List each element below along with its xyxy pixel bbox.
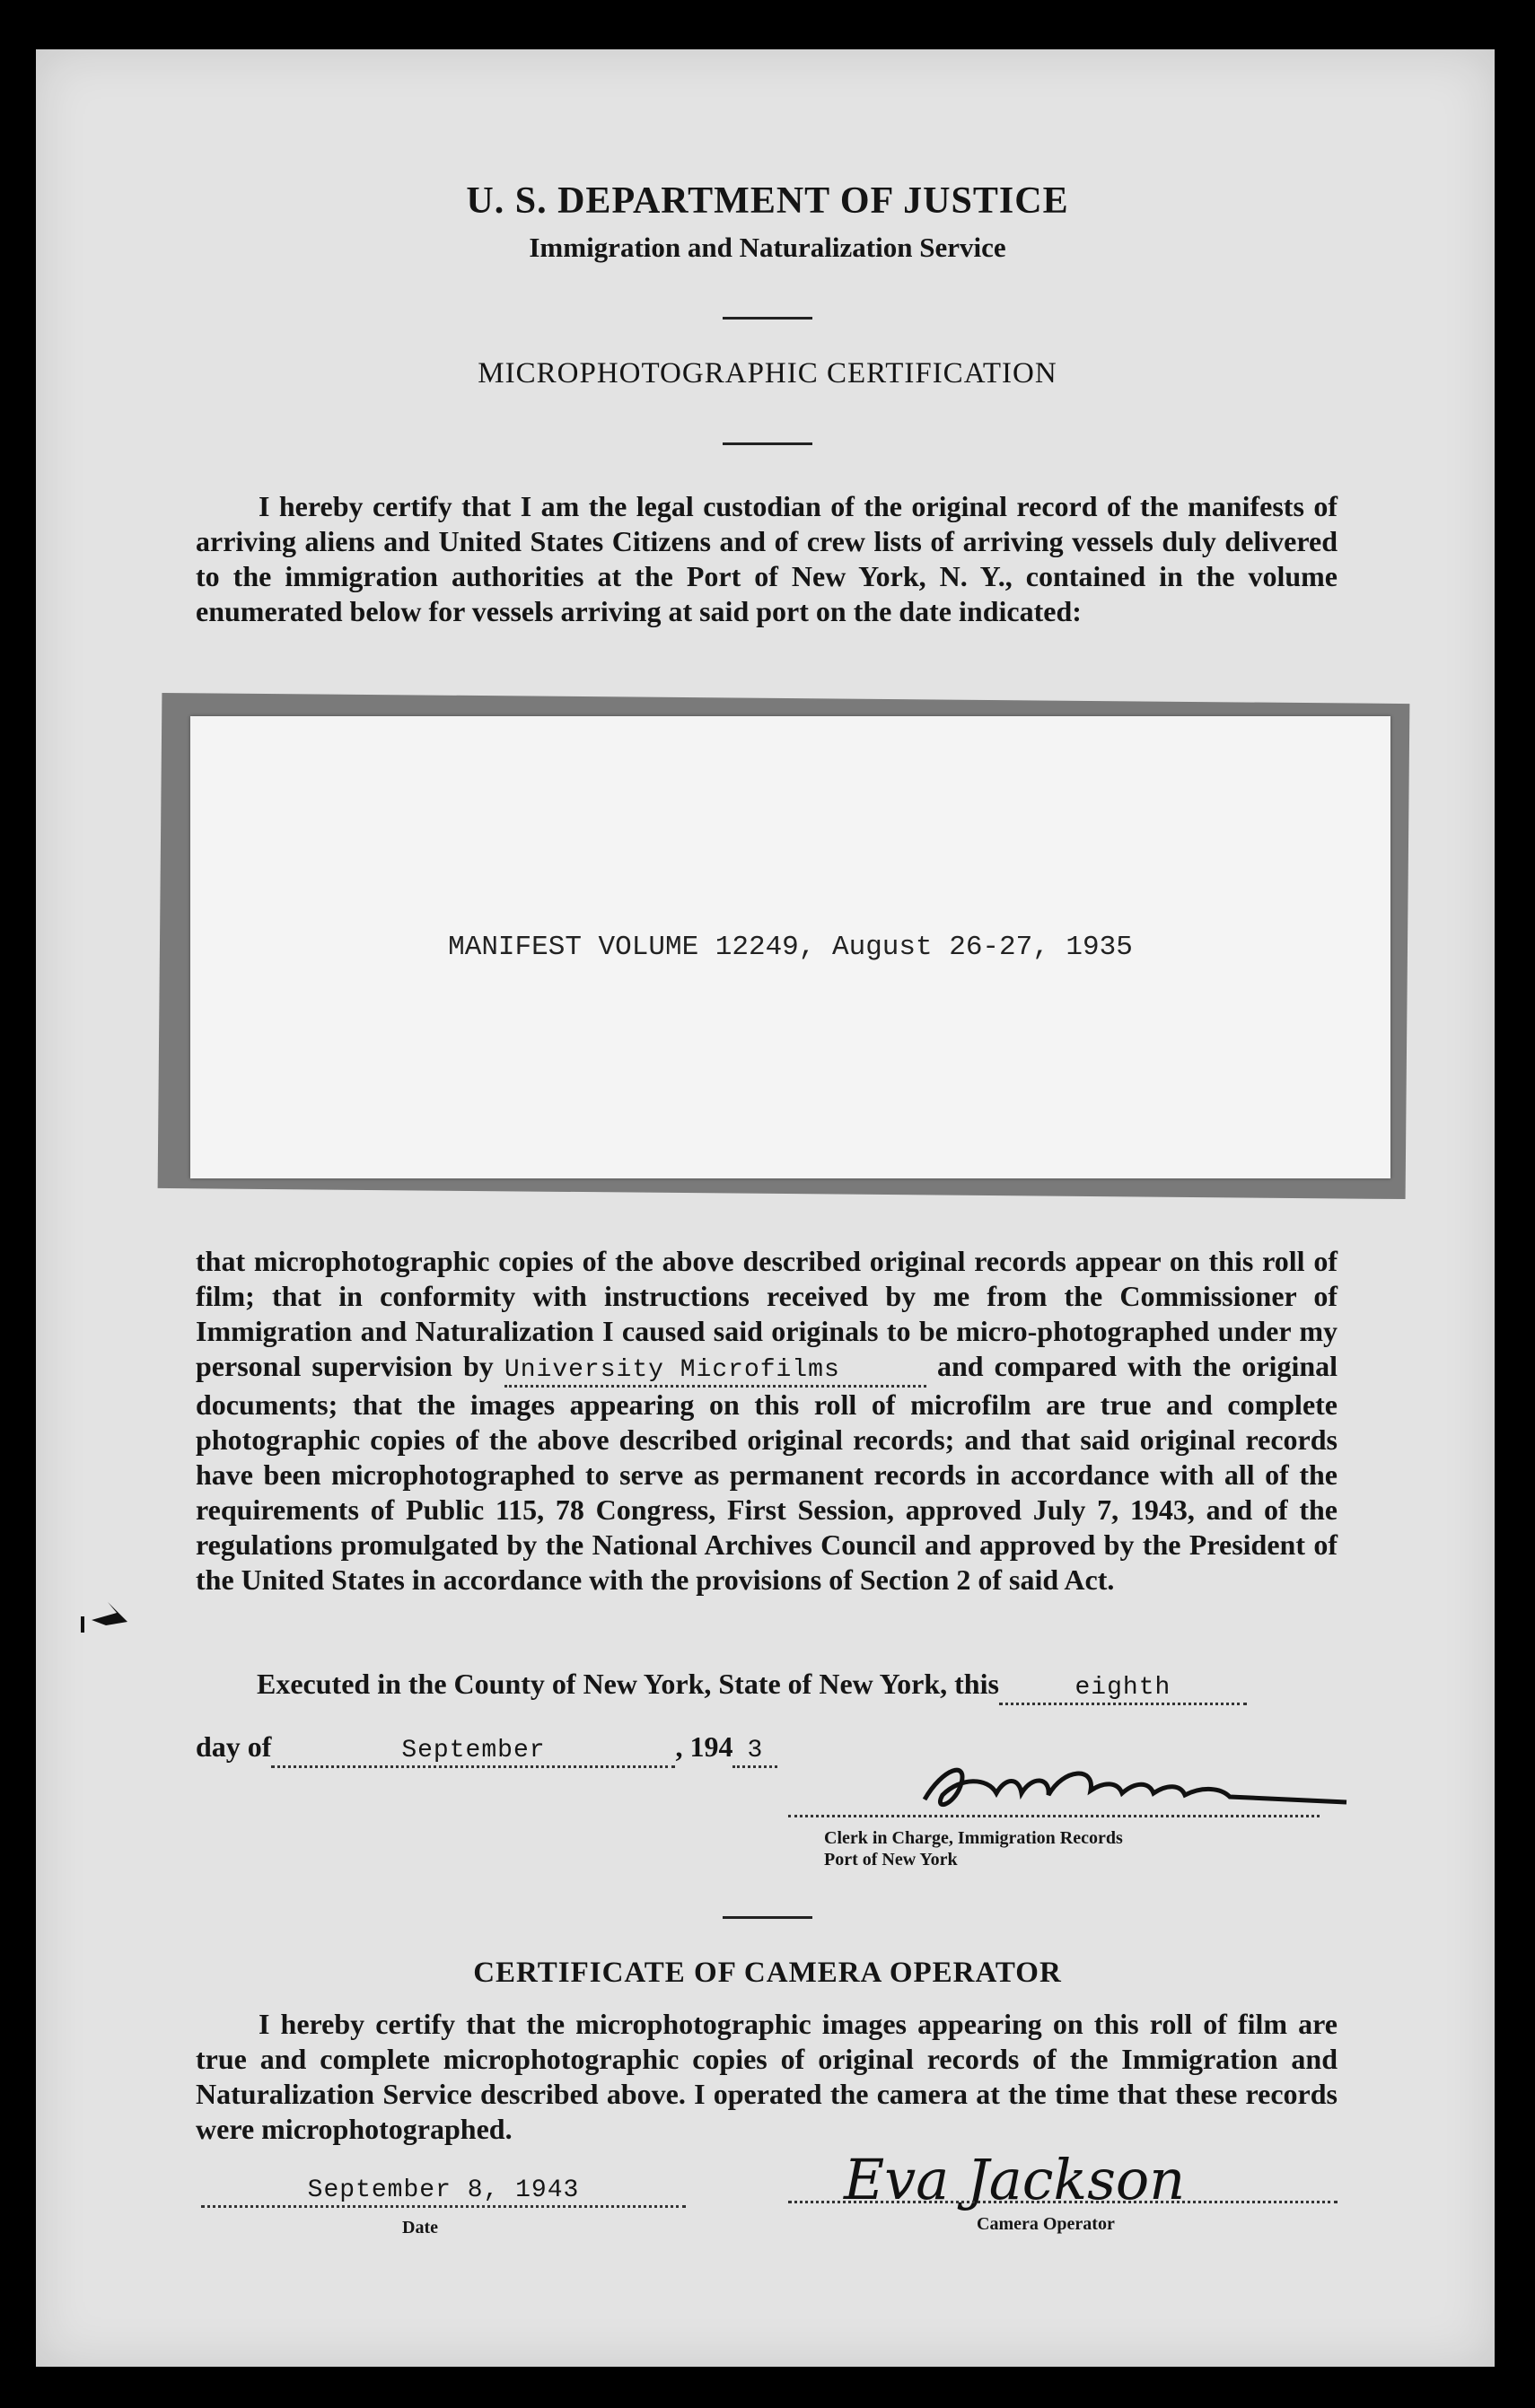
divider — [723, 442, 812, 445]
department-heading: U. S. DEPARTMENT OF JUSTICE — [466, 180, 1069, 222]
certificate-title: MICROPHOTOGRAPHIC CERTIFICATION — [478, 357, 1057, 390]
clerk-signature-line — [788, 1813, 1320, 1817]
executed-prefix: Executed in the County of New York, State of New York, this — [257, 1668, 999, 1700]
service-heading: Immigration and Naturalization Service — [529, 232, 1006, 263]
body-part1: that microphotographic copies of the above described original records appear on this roll of film; that in conformity with instructions received by me from the Commissioner of Immigration and Naturalization I caused said originals to be micro-photographed under my personal supervision by — [196, 1245, 1338, 1382]
manifest-card — [190, 716, 1390, 1178]
camera-date-field: September 8, 1943 — [201, 2176, 686, 2208]
executed-line — [257, 1668, 1247, 1705]
clerk-title-2: Port of New York — [824, 1850, 958, 1869]
camera-operator-signature — [835, 2136, 1302, 2226]
clerk-title-1: Clerk in Charge, Immigration Records — [824, 1828, 1123, 1848]
body-part2: and compared with the original documents; that the images appearing on this roll of microfilm are true and complete photographic copies of the above described original records; and that said original records have been microphotographed to serve as permanent records in accordance with all of the requirements of Public 115, 78 Congress, First Session, approved July 7, 1943, and of the regulations promulgated by the National Archives Council and approved by the President of the United States in accordance with the provisions of Section 2 of said Act. — [196, 1350, 1338, 1596]
day-of-label: day of — [196, 1730, 272, 1763]
clerk-signature — [907, 1750, 1355, 1840]
day-field: eighth — [999, 1674, 1247, 1705]
camera-date-row — [201, 2170, 686, 2208]
camera-operator-signature-text: Eva Jackson — [844, 2147, 1186, 2212]
month-field: September — [271, 1737, 675, 1768]
camera-operator-line — [788, 2199, 1338, 2203]
divider — [723, 317, 812, 320]
intro-paragraph: I hereby certify that I am the legal custodian of the original record of the manifests of arriving aliens and United States Citizens and of crew lists of arriving vessels duly delivered to the immigration authorities at the Port of New York, N. Y., contained in the volume enumerated below for vessels arriving at said port on the date indicated: — [196, 490, 1338, 627]
body-paragraph — [196, 1244, 1338, 1598]
divider — [723, 1916, 812, 1919]
day-of-line — [196, 1730, 777, 1768]
year-digit-field: 3 — [732, 1737, 777, 1768]
year-prefix: , 194 — [675, 1730, 733, 1763]
filmed-by-field: University Microfilms — [504, 1356, 926, 1388]
camera-paragraph: I hereby certify that the microphotographic images appearing on this roll of film are true and complete microphotographic copies of original records of the Immigration and Naturalization Service described above. I operated the camera at the time that these records were microphotographed. — [196, 2008, 1338, 2145]
manifest-card-text: MANIFEST VOLUME 12249, August 26-27, 1935 — [448, 932, 1133, 963]
camera-date-label: Date — [402, 2218, 438, 2237]
camera-operator-label: Camera Operator — [977, 2214, 1115, 2234]
camera-certificate-title: CERTIFICATE OF CAMERA OPERATOR — [473, 1957, 1062, 1989]
margin-mark-icon — [81, 1593, 135, 1638]
